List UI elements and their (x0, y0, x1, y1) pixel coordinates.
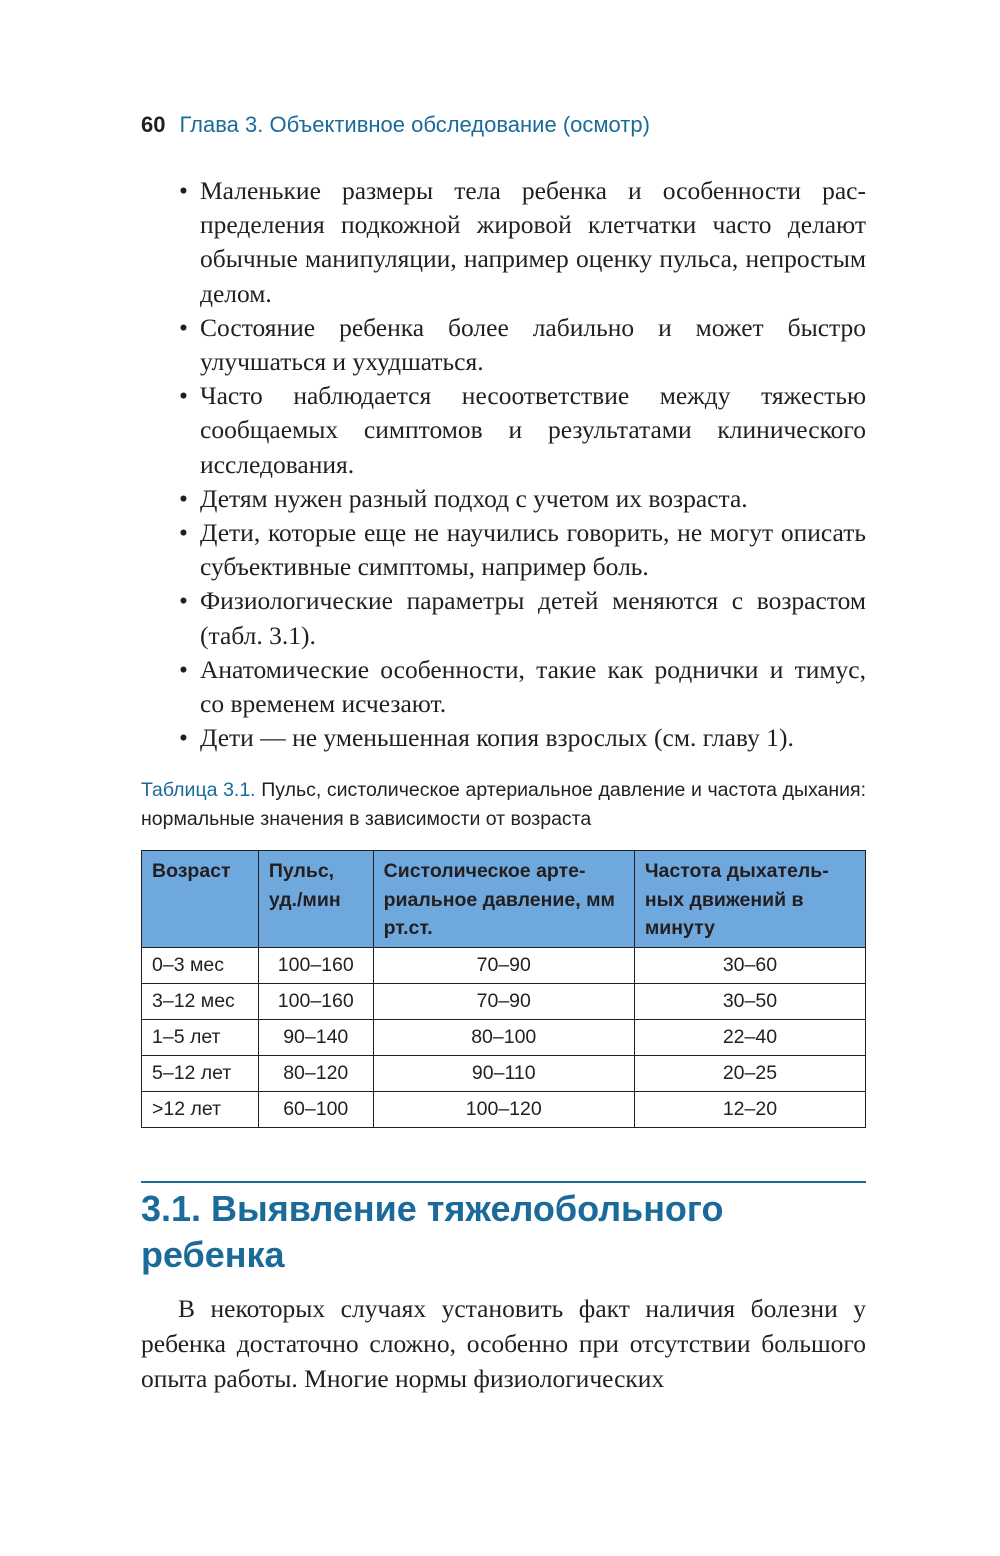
table-header-row (142, 851, 866, 948)
page-number: 60 (141, 112, 166, 137)
cell-age: 0–3 мес (142, 947, 259, 983)
cell-systolic-pressure: 70–90 (373, 947, 634, 983)
list-item-text: Детям нужен разный подход с учетом их возраста. (200, 483, 748, 513)
column-header-pulse: Пульс, уд./мин (258, 851, 373, 948)
list-item (141, 721, 866, 755)
list-item (141, 174, 866, 311)
table-caption-label: Таблица 3.1. (141, 779, 256, 801)
cell-pulse: 100–160 (258, 983, 373, 1019)
list-item-text: Дети — не уменьшенная копия взрослых (см. главу 1). (200, 723, 794, 753)
table-row (142, 947, 866, 983)
list-item-text: Часто наблюдается несоответствие между тяжестью сообщаемых симптомов и результатами клинического исследования. (200, 381, 866, 479)
table-row (142, 1019, 866, 1055)
running-head (141, 112, 866, 138)
bullet-marker: • (179, 654, 188, 684)
column-header-systolic-pressure: Систолическое артериальное давление, мм рт.ст. (373, 851, 634, 948)
list-item (141, 516, 866, 584)
bullet-marker: • (179, 586, 188, 616)
table-row (142, 1055, 866, 1091)
list-item-text: Состояние ребенка более лабильно и может быстро улучшаться и ухудшаться. (200, 312, 866, 377)
bullet-marker: • (179, 176, 188, 205)
bullet-marker: • (179, 381, 188, 411)
cell-respiratory-rate: 22–40 (634, 1019, 865, 1055)
table-row (142, 1091, 866, 1127)
list-item-text: Физиологические параметры детей меняются с возрастом (табл. 3.1). (200, 586, 866, 650)
bullet-marker: • (179, 312, 188, 342)
list-item-text: Анатомические особенности, такие как роднички и тимус, со временем исчезают. (200, 654, 866, 719)
cell-systolic-pressure: 90–110 (373, 1055, 634, 1091)
list-item (141, 379, 866, 482)
column-header-respiratory-rate: Частота дыхательных движений в минуту (634, 851, 865, 948)
cell-pulse: 90–140 (258, 1019, 373, 1055)
list-item (141, 653, 866, 721)
cell-respiratory-rate: 30–50 (634, 983, 865, 1019)
list-item-text: Маленькие размеры тела ребенка и особенности распределения подкожной жировой клетчатки часто делают обычные манипуляции, например оценку пульса, непростым делом. (200, 176, 866, 308)
cell-pulse: 80–120 (258, 1055, 373, 1091)
list-item-text: Дети, которые еще не научились говорить, не могут описать субъективные симптомы, например боль. (200, 518, 866, 582)
list-item (141, 311, 866, 379)
cell-age: >12 лет (142, 1091, 259, 1127)
cell-age: 5–12 лет (142, 1055, 259, 1091)
table-caption-text: Пульс, систолическое артериальное давление и частота дыхания: нормальные значения в зависимости от возраста (141, 779, 866, 830)
section-title: 3.1. Выявление тяжелобольного ребенка (141, 1188, 724, 1275)
bullet-list (141, 174, 866, 755)
bullet-marker: • (179, 483, 188, 513)
section-divider (141, 1181, 866, 1183)
bullet-marker: • (179, 723, 188, 753)
cell-respiratory-rate: 12–20 (634, 1091, 865, 1127)
cell-systolic-pressure: 100–120 (373, 1091, 634, 1127)
table-row (142, 983, 866, 1019)
cell-pulse: 100–160 (258, 947, 373, 983)
chapter-title: Глава 3. Объективное обследование (осмотр) (179, 112, 650, 137)
cell-respiratory-rate: 20–25 (634, 1055, 865, 1091)
body-paragraph: В некоторых случаях установить факт наличия болезни у ребенка достаточно сложно, особенно при отсутствии большого опыта работы. Многие нормы физиологических (141, 1294, 866, 1393)
cell-systolic-pressure: 80–100 (373, 1019, 634, 1055)
bullet-marker: • (179, 518, 188, 548)
cell-age: 1–5 лет (142, 1019, 259, 1055)
list-item (141, 584, 866, 652)
cell-pulse: 60–100 (258, 1091, 373, 1127)
column-header-age: Возраст (142, 851, 259, 948)
table-caption (141, 776, 866, 833)
cell-systolic-pressure: 70–90 (373, 983, 634, 1019)
list-item (141, 482, 866, 516)
vital-signs-table (141, 850, 866, 1128)
cell-age: 3–12 мес (142, 983, 259, 1019)
cell-respiratory-rate: 30–60 (634, 947, 865, 983)
